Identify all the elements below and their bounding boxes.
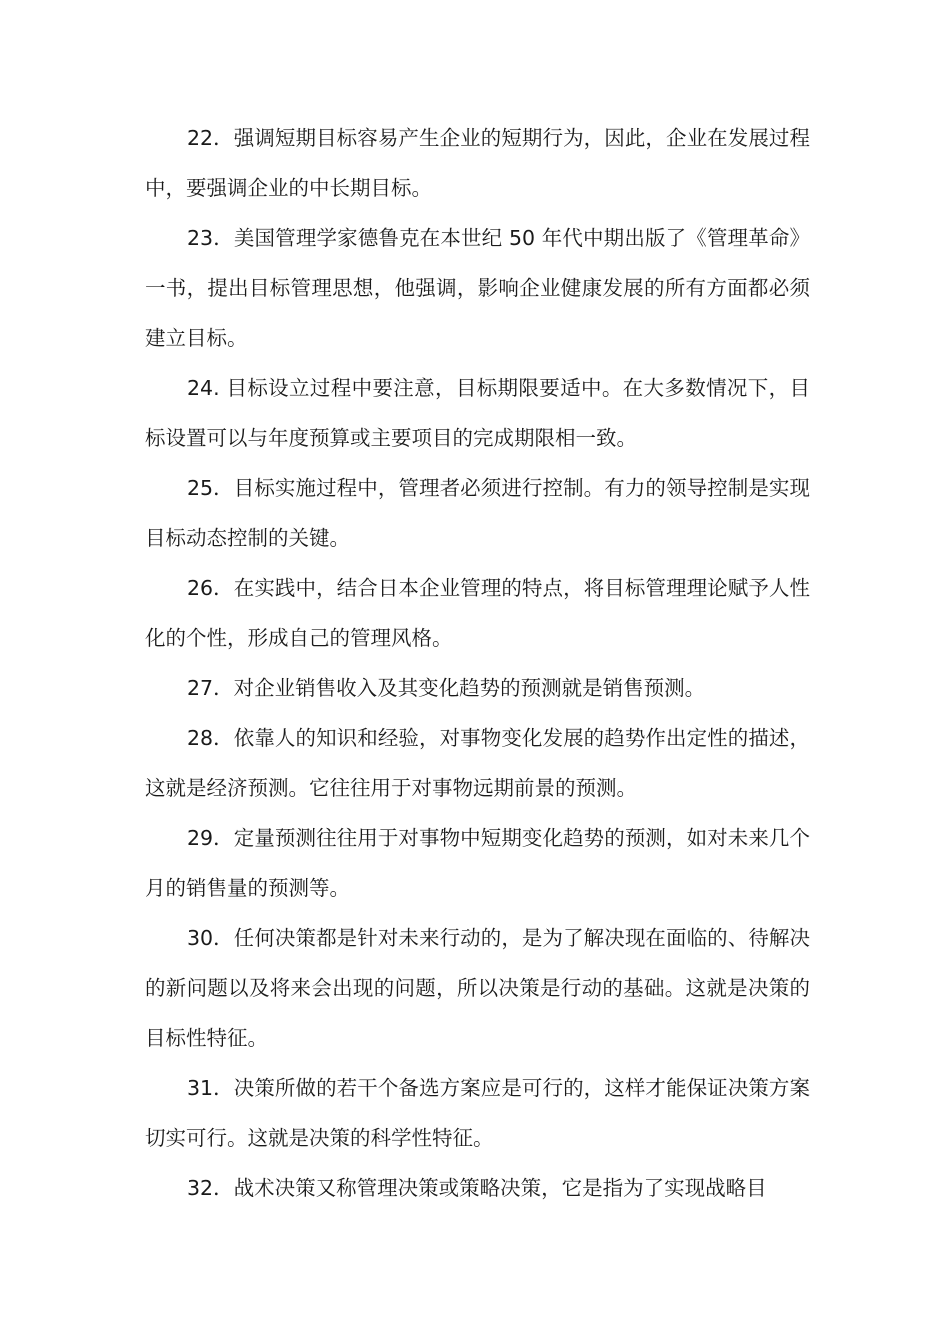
statement-22: 22．强调短期目标容易产生企业的短期行为，因此，企业在发展过程中，要强调企业的中长期目标。 — [145, 126, 810, 200]
statement-27: 27．对企业销售收入及其变化趋势的预测就是销售预测。 — [187, 676, 706, 700]
statement-25: 25．目标实施过程中，管理者必须进行控制。有力的领导控制是实现目标动态控制的关键。 — [145, 476, 810, 550]
statement-32: 32．战术决策又称管理决策或策略决策，它是指为了实现战略目 — [187, 1176, 767, 1200]
document-body — [145, 113, 810, 1213]
statement-30: 30．任何决策都是针对未来行动的，是为了解决现在面临的、待解决的新问题以及将来会出现的问题，所以决策是行动的基础。这就是决策的目标性特征。 — [145, 926, 810, 1050]
statement-26: 26．在实践中，结合日本企业管理的特点，将目标管理理论赋予人性化的个性，形成自己的管理风格。 — [145, 576, 810, 650]
statement-31: 31．决策所做的若干个备选方案应是可行的，这样才能保证决策方案切实可行。这就是决策的科学性特征。 — [145, 1076, 810, 1150]
statement-24: 24. 目标设立过程中要注意，目标期限要适中。在大多数情况下，目标设置可以与年度预算或主要项目的完成期限相一致。 — [145, 376, 810, 450]
statement-28: 28．依靠人的知识和经验，对事物变化发展的趋势作出定性的描述，这就是经济预测。它往往用于对事物远期前景的预测。 — [145, 726, 810, 800]
statement-29: 29．定量预测往往用于对事物中短期变化趋势的预测，如对未来几个月的销售量的预测等。 — [145, 826, 810, 900]
statement-23: 23．美国管理学家德鲁克在本世纪 50 年代中期出版了《管理革命》一书，提出目标管理思想，他强调，影响企业健康发展的所有方面都必须建立目标。 — [145, 226, 810, 350]
